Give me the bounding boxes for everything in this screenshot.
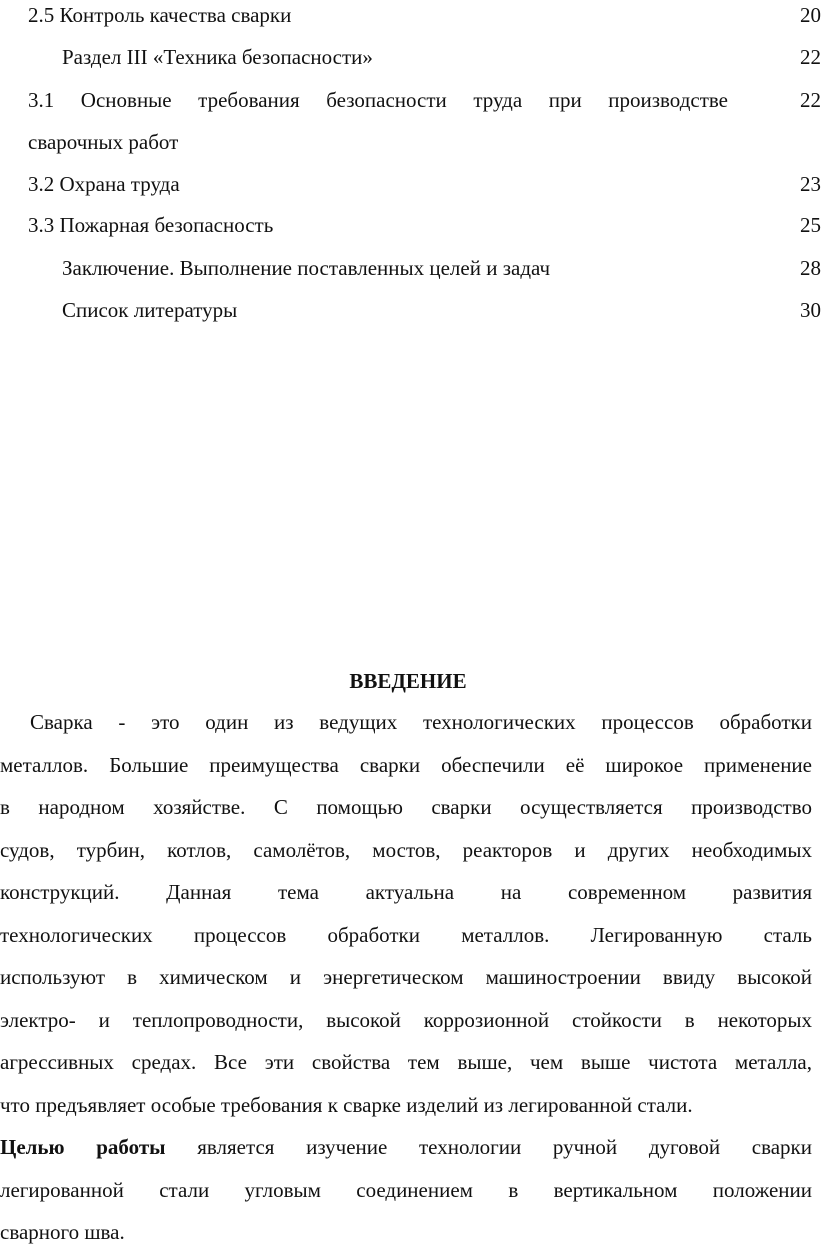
goal-line [0,1126,812,1169]
paragraph-line: в народном хозяйстве. С помощью сварки осуществляется производство [0,795,812,819]
toc-item-label: Список литературы [62,298,238,322]
toc-item[interactable] [0,79,821,163]
goal-text: является изучение технологии ручной дуговой сварки [197,1135,812,1159]
paragraph-line: легированной стали угловым соединением в вертикальном положении [0,1177,812,1202]
paragraph-line: агрессивных средах. Все эти свойства тем выше, чем выше чистота металла, [0,1050,812,1074]
toc-item[interactable] [0,289,821,331]
paragraph-line: металлов. Большие преимущества сварки обеспечили её широкое применение [0,752,812,777]
toc-item-label: 2.5 Контроль качества сварки [28,3,292,27]
paragraph-line: сварного шва. [0,1220,125,1244]
toc-item-page: 25 [800,213,821,237]
toc-item-page: 22 [800,45,821,69]
toc-item[interactable] [0,163,821,205]
toc-item-label [28,79,728,163]
toc-item-page: 22 [800,88,821,112]
toc-item-label: Заключение. Выполнение поставленных целей и задач [62,256,551,280]
toc-item-page: 28 [800,256,821,280]
paragraph-line: судов, турбин, котлов, самолётов, мостов, реакторов и других необходимых [0,837,812,862]
goal-label: Целью работы [0,1135,166,1159]
toc-item-page: 30 [800,298,821,322]
section-heading: ВВЕДЕНИЕ [349,669,467,693]
toc-item-label-line: сварочных работ [28,130,179,154]
paragraph-line: Сварка - это один из ведущих технологических процессов обработки [30,710,812,734]
paragraph-line: конструкций. Данная тема актуальна на современном развития [0,880,812,904]
toc-item-label-line: 3.1 Основные требования безопасности труда при производстве [28,88,728,112]
paragraph-line: что предъявляет особые требования к сварке изделий из легированной стали. [0,1092,693,1117]
toc-item[interactable] [0,0,821,36]
toc-item-label: 3.3 Пожарная безопасность [28,213,274,237]
paragraph-line: электро- и теплопроводности, высокой коррозионной стойкости в некоторых [0,1007,812,1032]
toc-item[interactable] [0,204,821,246]
intro-paragraph [0,701,812,1254]
paragraph-line: технологических процессов обработки металлов. Легированную сталь [0,922,812,947]
paragraph-line: используют в химическом и энергетическом машиностроении ввиду высокой [0,965,812,989]
toc-item[interactable] [0,36,821,78]
toc-item-page: 20 [800,3,821,27]
toc-item-label: 3.2 Охрана труда [28,172,180,196]
toc-item[interactable] [0,247,821,289]
toc-item-label: Раздел III «Техника безопасности» [62,45,373,69]
toc-item-page: 23 [800,172,821,196]
